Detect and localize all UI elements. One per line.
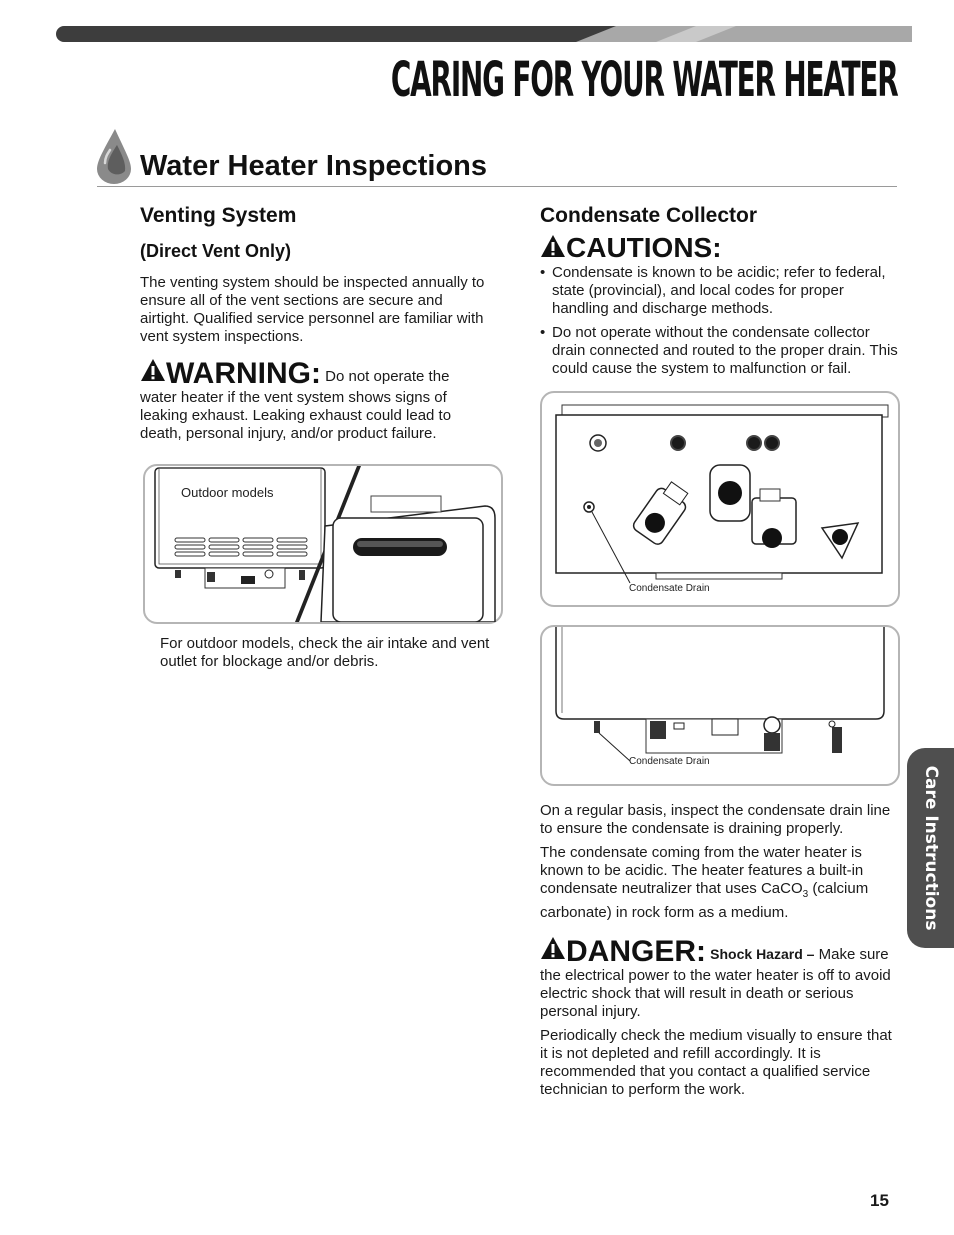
caution-item: • Do not operate without the condensate collector drain connected and routed to the proper drain. This could cause the system to malfunction or fail. bbox=[540, 324, 900, 378]
warning-label: WARNING: bbox=[166, 357, 321, 390]
venting-heading: Venting System bbox=[140, 204, 297, 227]
heater-front-illustration bbox=[542, 627, 898, 784]
header-bar bbox=[56, 26, 912, 42]
para-acidic-text-b: (calcium carbonate) in rock form as a medium. bbox=[540, 880, 869, 921]
para-acidic-text-a: The condensate coming from the water heater is known to be acidic. The heater features a built-in condensate neutralizer that uses CaCO bbox=[540, 844, 864, 897]
condensate-maintenance-text bbox=[540, 802, 900, 1099]
danger-label: DANGER: bbox=[566, 935, 706, 968]
side-tab-care-instructions bbox=[907, 748, 954, 948]
side-tab-label: Care Instructions bbox=[920, 765, 941, 931]
condensate-para-medium: Periodically check the medium visually to ensure that it is not depleted and refill accordingly. It is recommended that you contact a qualified service technician to perform the work. bbox=[540, 1027, 892, 1098]
condensate-drain-figure-front bbox=[540, 625, 900, 786]
venting-subheading: (Direct Vent Only) bbox=[140, 241, 292, 261]
shock-hazard-label: Shock Hazard – bbox=[710, 946, 815, 962]
cautions-list bbox=[540, 264, 900, 378]
condensate-drain-label: Condensate Drain bbox=[629, 583, 710, 594]
condensate-para-inspect: On a regular basis, inspect the condensate drain line to ensure the condensate is draining properly. bbox=[540, 802, 891, 837]
chapter-title: CARING FOR YOUR WATER HEATER bbox=[391, 52, 898, 108]
outdoor-models-figure bbox=[143, 464, 503, 624]
condensate-para-acidic bbox=[540, 844, 900, 922]
danger-text: Make sure the electrical power to the water heater is off to avoid electric shock that will result in death or serious personal injury. bbox=[540, 946, 891, 1020]
danger-triangle-icon bbox=[540, 936, 566, 960]
venting-section bbox=[140, 200, 490, 443]
page-number: 15 bbox=[870, 1191, 889, 1210]
water-drop-icon bbox=[95, 127, 133, 185]
condensate-heading: Condensate Collector bbox=[540, 204, 758, 227]
venting-body: The venting system should be inspected annually to ensure all of the vent sections are secure and airtight. Qualified service personnel are familiar with vent system inspections. bbox=[140, 274, 485, 345]
condensate-section bbox=[540, 200, 900, 384]
outdoor-models-label: Outdoor models bbox=[181, 485, 274, 500]
warning-text: Do not operate the water heater if the vent system shows signs of leaking exhaust. Leaking exhaust could lead to death, personal injury, and/or product failure. bbox=[140, 368, 452, 442]
caution-item: • Condensate is known to be acidic; refer to federal, state (provincial), and local codes for proper handling and discharge methods. bbox=[540, 264, 900, 318]
caution-triangle-icon bbox=[540, 234, 566, 258]
warning-block bbox=[140, 358, 490, 443]
cautions-heading bbox=[540, 232, 900, 264]
section-title: Water Heater Inspections bbox=[140, 150, 488, 182]
caco3-subscript: 3 bbox=[802, 889, 809, 900]
heater-bottom-illustration bbox=[542, 393, 898, 605]
outdoor-figure-caption: For outdoor models, check the air intake and vent outlet for blockage and/or debris. bbox=[160, 635, 490, 670]
condensate-drain-label: Condensate Drain bbox=[629, 756, 710, 767]
cautions-label: CAUTIONS: bbox=[566, 232, 722, 263]
danger-block bbox=[540, 936, 900, 1021]
section-divider bbox=[97, 186, 897, 187]
warning-triangle-icon bbox=[140, 358, 166, 382]
condensate-drain-figure-bottom bbox=[540, 391, 900, 607]
